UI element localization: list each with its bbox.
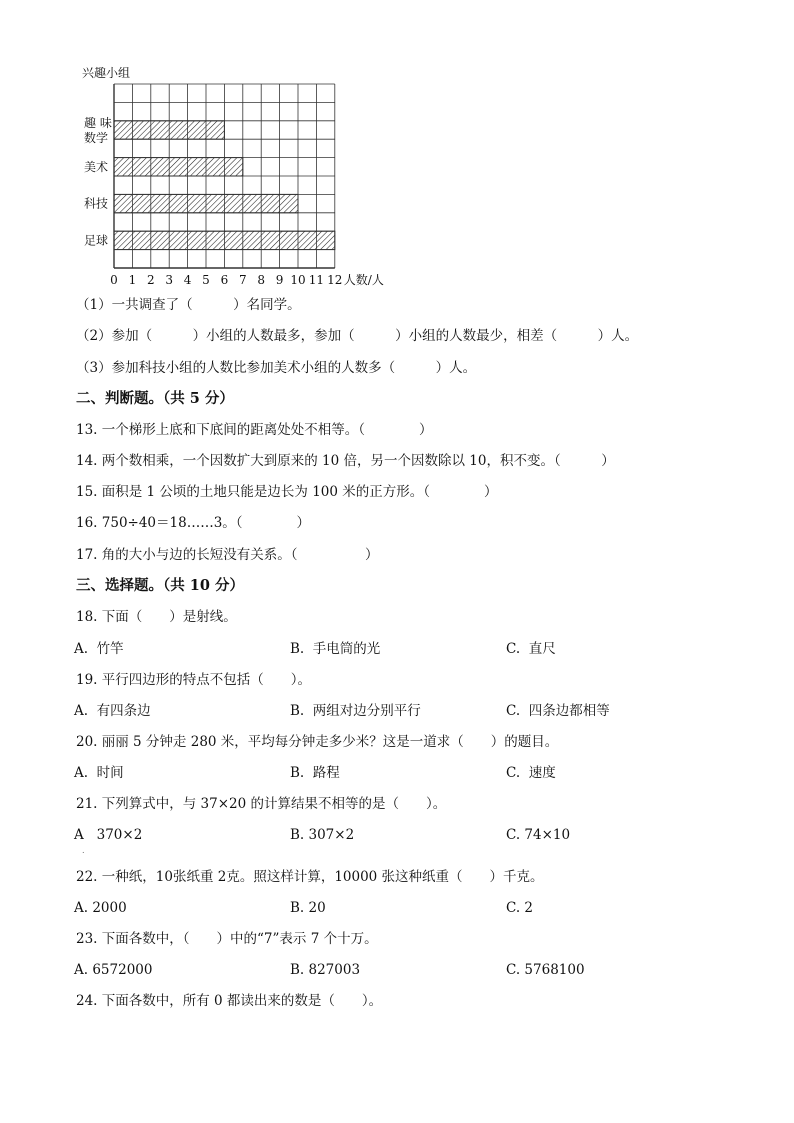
- bar-2: [114, 158, 243, 176]
- bar-chart-svg: [74, 60, 404, 292]
- x-tick-0: 0: [110, 273, 118, 287]
- category-label-2: 美术: [84, 159, 109, 174]
- q20-option-c: C. 速度: [506, 765, 556, 781]
- x-tick-11: 11: [308, 273, 325, 287]
- q23-option-a: A. 6572000: [74, 962, 153, 978]
- x-tick-3: 3: [165, 273, 174, 287]
- question-23: 23. 下面各数中，（ ）中的“7”表示 7 个十万。: [76, 931, 378, 947]
- q22-option-c: C. 2: [506, 900, 534, 916]
- x-tick-7: 7: [238, 273, 247, 287]
- question-19: 19. 平行四边形的特点不包括（ ）。: [76, 672, 312, 688]
- question-17: 17. 角的大小与边的长短没有关系。（ ）: [76, 547, 379, 563]
- x-axis-label: 人数/人: [343, 273, 384, 287]
- chart-question-3: （3）参加科技小组的人数比参加美术小组的人数多（ ）人。: [76, 360, 477, 376]
- x-tick-10: 10: [290, 273, 306, 287]
- question-22: 22. 一种纸，10张纸重 2克。照这样计算，10000 张这种纸重（ ）千克。: [76, 869, 544, 885]
- question-18: 18. 下面（ ）是射线。: [76, 609, 237, 625]
- x-tick-6: 6: [220, 273, 229, 287]
- chart-title: 兴趣小组: [82, 66, 131, 80]
- x-tick-5: 5: [202, 273, 210, 287]
- chart-question-2: （2）参加（ ）小组的人数最多，参加（ ）小组的人数最少，相差（ ）人。: [76, 328, 639, 344]
- q19-option-b: B. 两组对边分别平行: [290, 703, 421, 719]
- x-tick-12: 12: [327, 273, 343, 287]
- question-24: 24. 下面各数中，所有 0 都读出来的数是（ ）。: [76, 993, 383, 1009]
- question-16: 16. 750÷40＝18……3。（ ）: [76, 515, 311, 531]
- q23-option-b: B. 827003: [290, 962, 361, 978]
- section2-heading: 二、判断题。（共 5 分）: [76, 390, 234, 407]
- question-15: 15. 面积是 1 公顷的土地只能是边长为 100 米的正方形。（ ）: [76, 484, 498, 500]
- question-20: 20. 丽丽 5 分钟走 280 米，平均每分钟走多少米？这是一道求（ ）的题目。: [76, 734, 559, 750]
- interest-group-chart: [74, 60, 404, 292]
- question-21: 21. 下列算式中，与 37×20 的计算结果不相等的是（ ）。: [76, 796, 447, 812]
- q22-option-b: B. 20: [290, 900, 326, 916]
- x-tick-8: 8: [257, 273, 266, 287]
- x-tick-2: 2: [146, 273, 155, 287]
- chart-question-1: （1）一共调查了（ ）名同学。: [76, 297, 301, 313]
- q19-option-c: C. 四条边都相等: [506, 703, 610, 719]
- q22-option-a: A. 2000: [74, 900, 127, 916]
- q20-option-a: A. 时间: [74, 765, 124, 781]
- category-label-1-line-1: 趣 味: [84, 116, 112, 130]
- q21-option-c: C. 74×10: [506, 827, 571, 843]
- q18-option-a: A. 竹竿: [74, 641, 124, 657]
- question-14: 14. 两个数相乘，一个因数扩大到原来的 10 倍，另一个因数除以 10，积不变。（ ）: [76, 453, 615, 469]
- section3-heading: 三、选择题。（共 10 分）: [76, 577, 245, 594]
- stray-dot: .: [82, 846, 85, 855]
- q21-option-b: B. 307×2: [290, 827, 355, 843]
- category-label-3: 科技: [84, 196, 109, 211]
- q21-option-a: A 370×2: [74, 827, 143, 843]
- question-13: 13. 一个梯形上底和下底间的距离处处不相等。（ ）: [76, 422, 433, 438]
- q18-option-c: C. 直尺: [506, 641, 556, 657]
- q23-option-c: C. 5768100: [506, 962, 585, 978]
- x-tick-4: 4: [183, 273, 192, 287]
- category-label-4: 足球: [84, 233, 109, 248]
- category-label-1-line-2: 数学: [84, 131, 109, 145]
- x-tick-1: 1: [128, 273, 137, 287]
- q19-option-a: A. 有四条边: [74, 703, 151, 719]
- q20-option-b: B. 路程: [290, 765, 340, 781]
- x-tick-9: 9: [275, 273, 284, 287]
- q18-option-b: B. 手电筒的光: [290, 641, 381, 657]
